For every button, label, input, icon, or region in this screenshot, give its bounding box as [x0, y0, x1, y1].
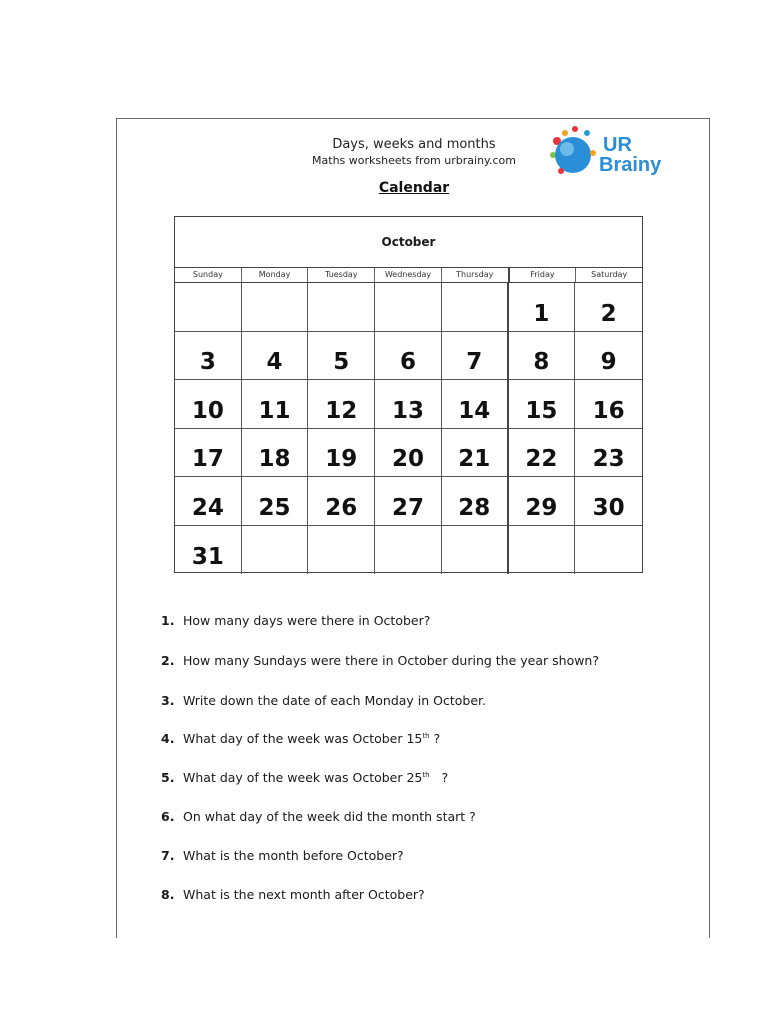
calendar-cell: 3: [175, 332, 242, 381]
question-number: 7.: [161, 848, 175, 863]
calendar-cell: [442, 526, 509, 575]
worksheet: [116, 118, 710, 938]
calendar-cell: 23: [575, 429, 642, 478]
calendar-heading: Calendar: [378, 180, 450, 196]
calendar-cell: 27: [375, 477, 442, 526]
calendar-cell: 20: [375, 429, 442, 478]
question-text: How many days were there in October?: [183, 613, 431, 628]
question-4: [161, 731, 440, 746]
question-5: [161, 770, 448, 785]
calendar-cell: 2: [575, 283, 642, 332]
calendar-cell: 22: [509, 429, 576, 478]
calendar-cell: [175, 283, 242, 332]
calendar-cell: 21: [442, 429, 509, 478]
calendar-cell: 8: [509, 332, 576, 381]
calendar-cell: 24: [175, 477, 242, 526]
question-1: [161, 613, 430, 628]
ordinal-suffix: th: [422, 770, 430, 779]
month-name: October: [175, 217, 642, 268]
weekday-wednesday: Wednesday: [375, 268, 442, 282]
october-calendar: [174, 216, 643, 573]
calendar-cell: 26: [308, 477, 375, 526]
calendar-cell: [308, 526, 375, 575]
question-text: How many Sundays were there in October during the year shown?: [183, 653, 599, 668]
calendar-cell: [242, 526, 309, 575]
svg-text:UR: UR: [603, 134, 632, 156]
calendar-cell: 25: [242, 477, 309, 526]
calendar-cell: 16: [575, 380, 642, 429]
question-3: [161, 693, 486, 708]
question-6: [161, 809, 476, 824]
question-text: What is the next month after October?: [183, 887, 425, 902]
worksheet-subtitle: Maths worksheets from urbrainy.com: [312, 154, 516, 167]
calendar-cell: 6: [375, 332, 442, 381]
calendar-cell: [509, 526, 576, 575]
question-text: What day of the week was October 25: [183, 770, 423, 785]
question-number: 8.: [161, 887, 175, 902]
calendar-cell: 17: [175, 429, 242, 478]
question-text: Write down the date of each Monday in October.: [183, 693, 487, 708]
ordinal-suffix: th: [422, 731, 430, 740]
calendar-cell: 7: [442, 332, 509, 381]
calendar-cell: 10: [175, 380, 242, 429]
calendar-cell: 14: [442, 380, 509, 429]
weekday-header-row: [175, 268, 642, 283]
question-number: 6.: [161, 809, 175, 824]
calendar-cell: 28: [442, 477, 509, 526]
calendar-cell: 4: [242, 332, 309, 381]
question-number: 2.: [161, 653, 175, 668]
calendar-cell: [242, 283, 309, 332]
svg-text:Brainy: Brainy: [599, 154, 662, 176]
calendar-cell: 5: [308, 332, 375, 381]
worksheet-title: Days, weeks and months: [332, 137, 496, 152]
urbrainy-logo: [547, 123, 677, 179]
weekday-sunday: Sunday: [175, 268, 242, 282]
weekday-monday: Monday: [242, 268, 309, 282]
question-text: What day of the week was October 15: [183, 731, 423, 746]
calendar-cell: 9: [575, 332, 642, 381]
question-7: [161, 848, 404, 863]
calendar-cell: [308, 283, 375, 332]
calendar-cell: [375, 526, 442, 575]
weekday-friday: Friday: [510, 268, 577, 282]
calendar-cell: [375, 283, 442, 332]
question-number: 4.: [161, 731, 175, 746]
calendar-cell: 19: [308, 429, 375, 478]
question-number: 5.: [161, 770, 175, 785]
calendar-cell: 31: [175, 526, 242, 575]
question-number: 3.: [161, 693, 175, 708]
calendar-cell: 30: [575, 477, 642, 526]
weekday-tuesday: Tuesday: [308, 268, 375, 282]
calendar-cell: [575, 526, 642, 575]
calendar-cell: 18: [242, 429, 309, 478]
calendar-cell: 13: [375, 380, 442, 429]
question-punctuation: ?: [429, 770, 449, 785]
calendar-cell: 29: [509, 477, 576, 526]
calendar-cell: 11: [242, 380, 309, 429]
calendar-cell: 15: [509, 380, 576, 429]
question-2: [161, 653, 599, 668]
calendar-cell: [442, 283, 509, 332]
calendar-cell: 1: [509, 283, 576, 332]
weekday-saturday: Saturday: [591, 270, 628, 279]
question-text: On what day of the week did the month start ?: [183, 809, 476, 824]
calendar-cell: 12: [308, 380, 375, 429]
question-punctuation: ?: [429, 731, 441, 746]
question-text: What is the month before October?: [183, 848, 404, 863]
question-8: [161, 887, 425, 902]
date-grid: [175, 283, 642, 574]
question-number: 1.: [161, 613, 175, 628]
weekday-thursday: Thursday: [442, 268, 510, 282]
